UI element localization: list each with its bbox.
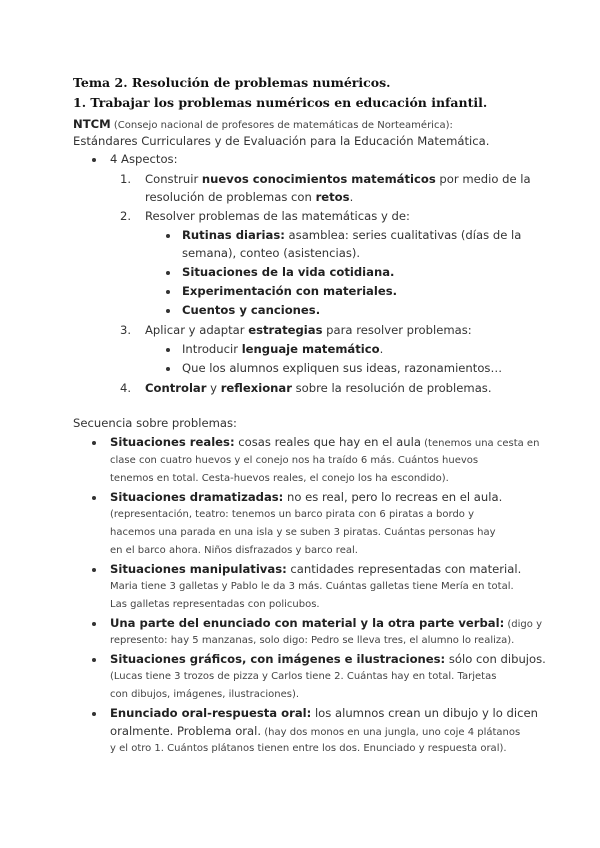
bullet-icon: [166, 271, 170, 275]
list-item-cont: Las galletas representadas con policubos.: [110, 599, 320, 610]
bullet-icon: [166, 234, 170, 238]
bullet-icon: [166, 367, 170, 371]
bullet-icon: [166, 309, 170, 313]
list-number: 2.: [120, 209, 132, 223]
list-item-cont: hacemos una parada en una isla y se suben 3 piratas. Cuántas personas hay: [110, 527, 496, 538]
page-title: Tema 2. Resolución de problemas numéricos.: [73, 75, 391, 90]
section-heading: 1. Trabajar los problemas numéricos en educación infantil.: [73, 95, 488, 110]
list-item-cont: y el otro 1. Cuántos plátanos tienen entre los dos. Enunciado y respuesta oral).: [110, 743, 507, 754]
aspect-2-cuentos: Cuentos y canciones.: [182, 303, 321, 317]
list-item-cont: en el barco ahora. Niños disfrazados y barco real.: [110, 545, 358, 556]
list-item: Situaciones manipulativas: cantidades representadas con material.: [110, 562, 522, 576]
aspect-2-materiales: Experimentación con materiales.: [182, 284, 398, 298]
ntcm-desc: (Consejo nacional de profesores de matemáticas de Norteamérica):: [110, 120, 453, 131]
aspect-4: Controlar y reflexionar sobre la resolución de problemas.: [145, 381, 492, 395]
aspect-2-rutinas: Rutinas diarias: asamblea: series cualitativas (días de la: [182, 228, 522, 242]
aspect-3: Aplicar y adaptar estrategias para resolver problemas:: [145, 323, 472, 337]
aspect-2-rutinas-cont: semana), conteo (asistencias).: [182, 246, 361, 260]
bullet-icon: [92, 496, 96, 500]
bullet-icon: [92, 622, 96, 626]
list-item: Enunciado oral-respuesta oral: los alumnos crean un dibujo y lo dicen: [110, 706, 538, 720]
list-number: 4.: [120, 381, 132, 395]
aspect-1: Construir nuevos conocimientos matemáticos por medio de la: [145, 172, 531, 186]
aspect-3-explicar: Que los alumnos expliquen sus ideas, razonamientos…: [182, 361, 503, 375]
list-item-cont: oralmente. Problema oral. (hay dos monos en una jungla, uno coje 4 plátanos: [110, 724, 521, 738]
bullet-icon: [92, 658, 96, 662]
list-item: Situaciones gráficos, con imágenes e ilustraciones: sólo con dibujos.: [110, 652, 546, 666]
list-item-cont: (Lucas tiene 3 trozos de pizza y Carlos tiene 2. Cuántas hay en total. Tarjetas: [110, 671, 497, 682]
bullet-icon: [166, 348, 170, 352]
ntcm-label: NTCM: [73, 117, 111, 131]
secuencia-heading: Secuencia sobre problemas:: [73, 416, 237, 430]
aspect-2: Resolver problemas de las matemáticas y de:: [145, 209, 410, 223]
aspect-1-cont: resolución de problemas con retos.: [145, 190, 354, 204]
ntcm-line: [73, 117, 453, 133]
list-item-cont: con dibujos, imágenes, ilustraciones).: [110, 689, 300, 700]
bullet-icon: [166, 290, 170, 294]
list-item: Una parte del enunciado con material y la otra parte verbal: (digo y: [110, 616, 542, 630]
list-item: Situaciones dramatizadas: no es real, pero lo recreas en el aula.: [110, 490, 503, 504]
aspect-2-cotidiana: Situaciones de la vida cotidiana.: [182, 265, 395, 279]
ntcm-standards: Estándares Curriculares y de Evaluación para la Educación Matemática.: [73, 134, 490, 148]
bullet-icon: [92, 568, 96, 572]
list-item: Situaciones reales: cosas reales que hay en el aula (tenemos una cesta en: [110, 435, 540, 449]
aspects-heading: 4 Aspectos:: [110, 152, 178, 166]
list-number: 1.: [120, 172, 132, 186]
list-item-cont: (representación, teatro: tenemos un barco pirata con 6 piratas a bordo y: [110, 509, 475, 520]
list-number: 3.: [120, 323, 132, 337]
bullet-icon: [92, 158, 96, 162]
bullet-icon: [92, 712, 96, 716]
list-item-cont: clase con cuatro huevos y el conejo nos ha traído 6 más. Cuántos huevos: [110, 455, 479, 466]
list-item-cont: represento: hay 5 manzanas, solo digo: Pedro se lleva tres, el alumno lo realiza).: [110, 635, 515, 646]
aspect-3-lenguaje: Introducir lenguaje matemático.: [182, 342, 384, 356]
list-item-cont: tenemos en total. Cesta-huevos reales, el conejo los ha escondido).: [110, 473, 449, 484]
list-item-cont: Maria tiene 3 galletas y Pablo le da 3 más. Cuántas galletas tiene Mería en total.: [110, 581, 514, 592]
bullet-icon: [92, 441, 96, 445]
